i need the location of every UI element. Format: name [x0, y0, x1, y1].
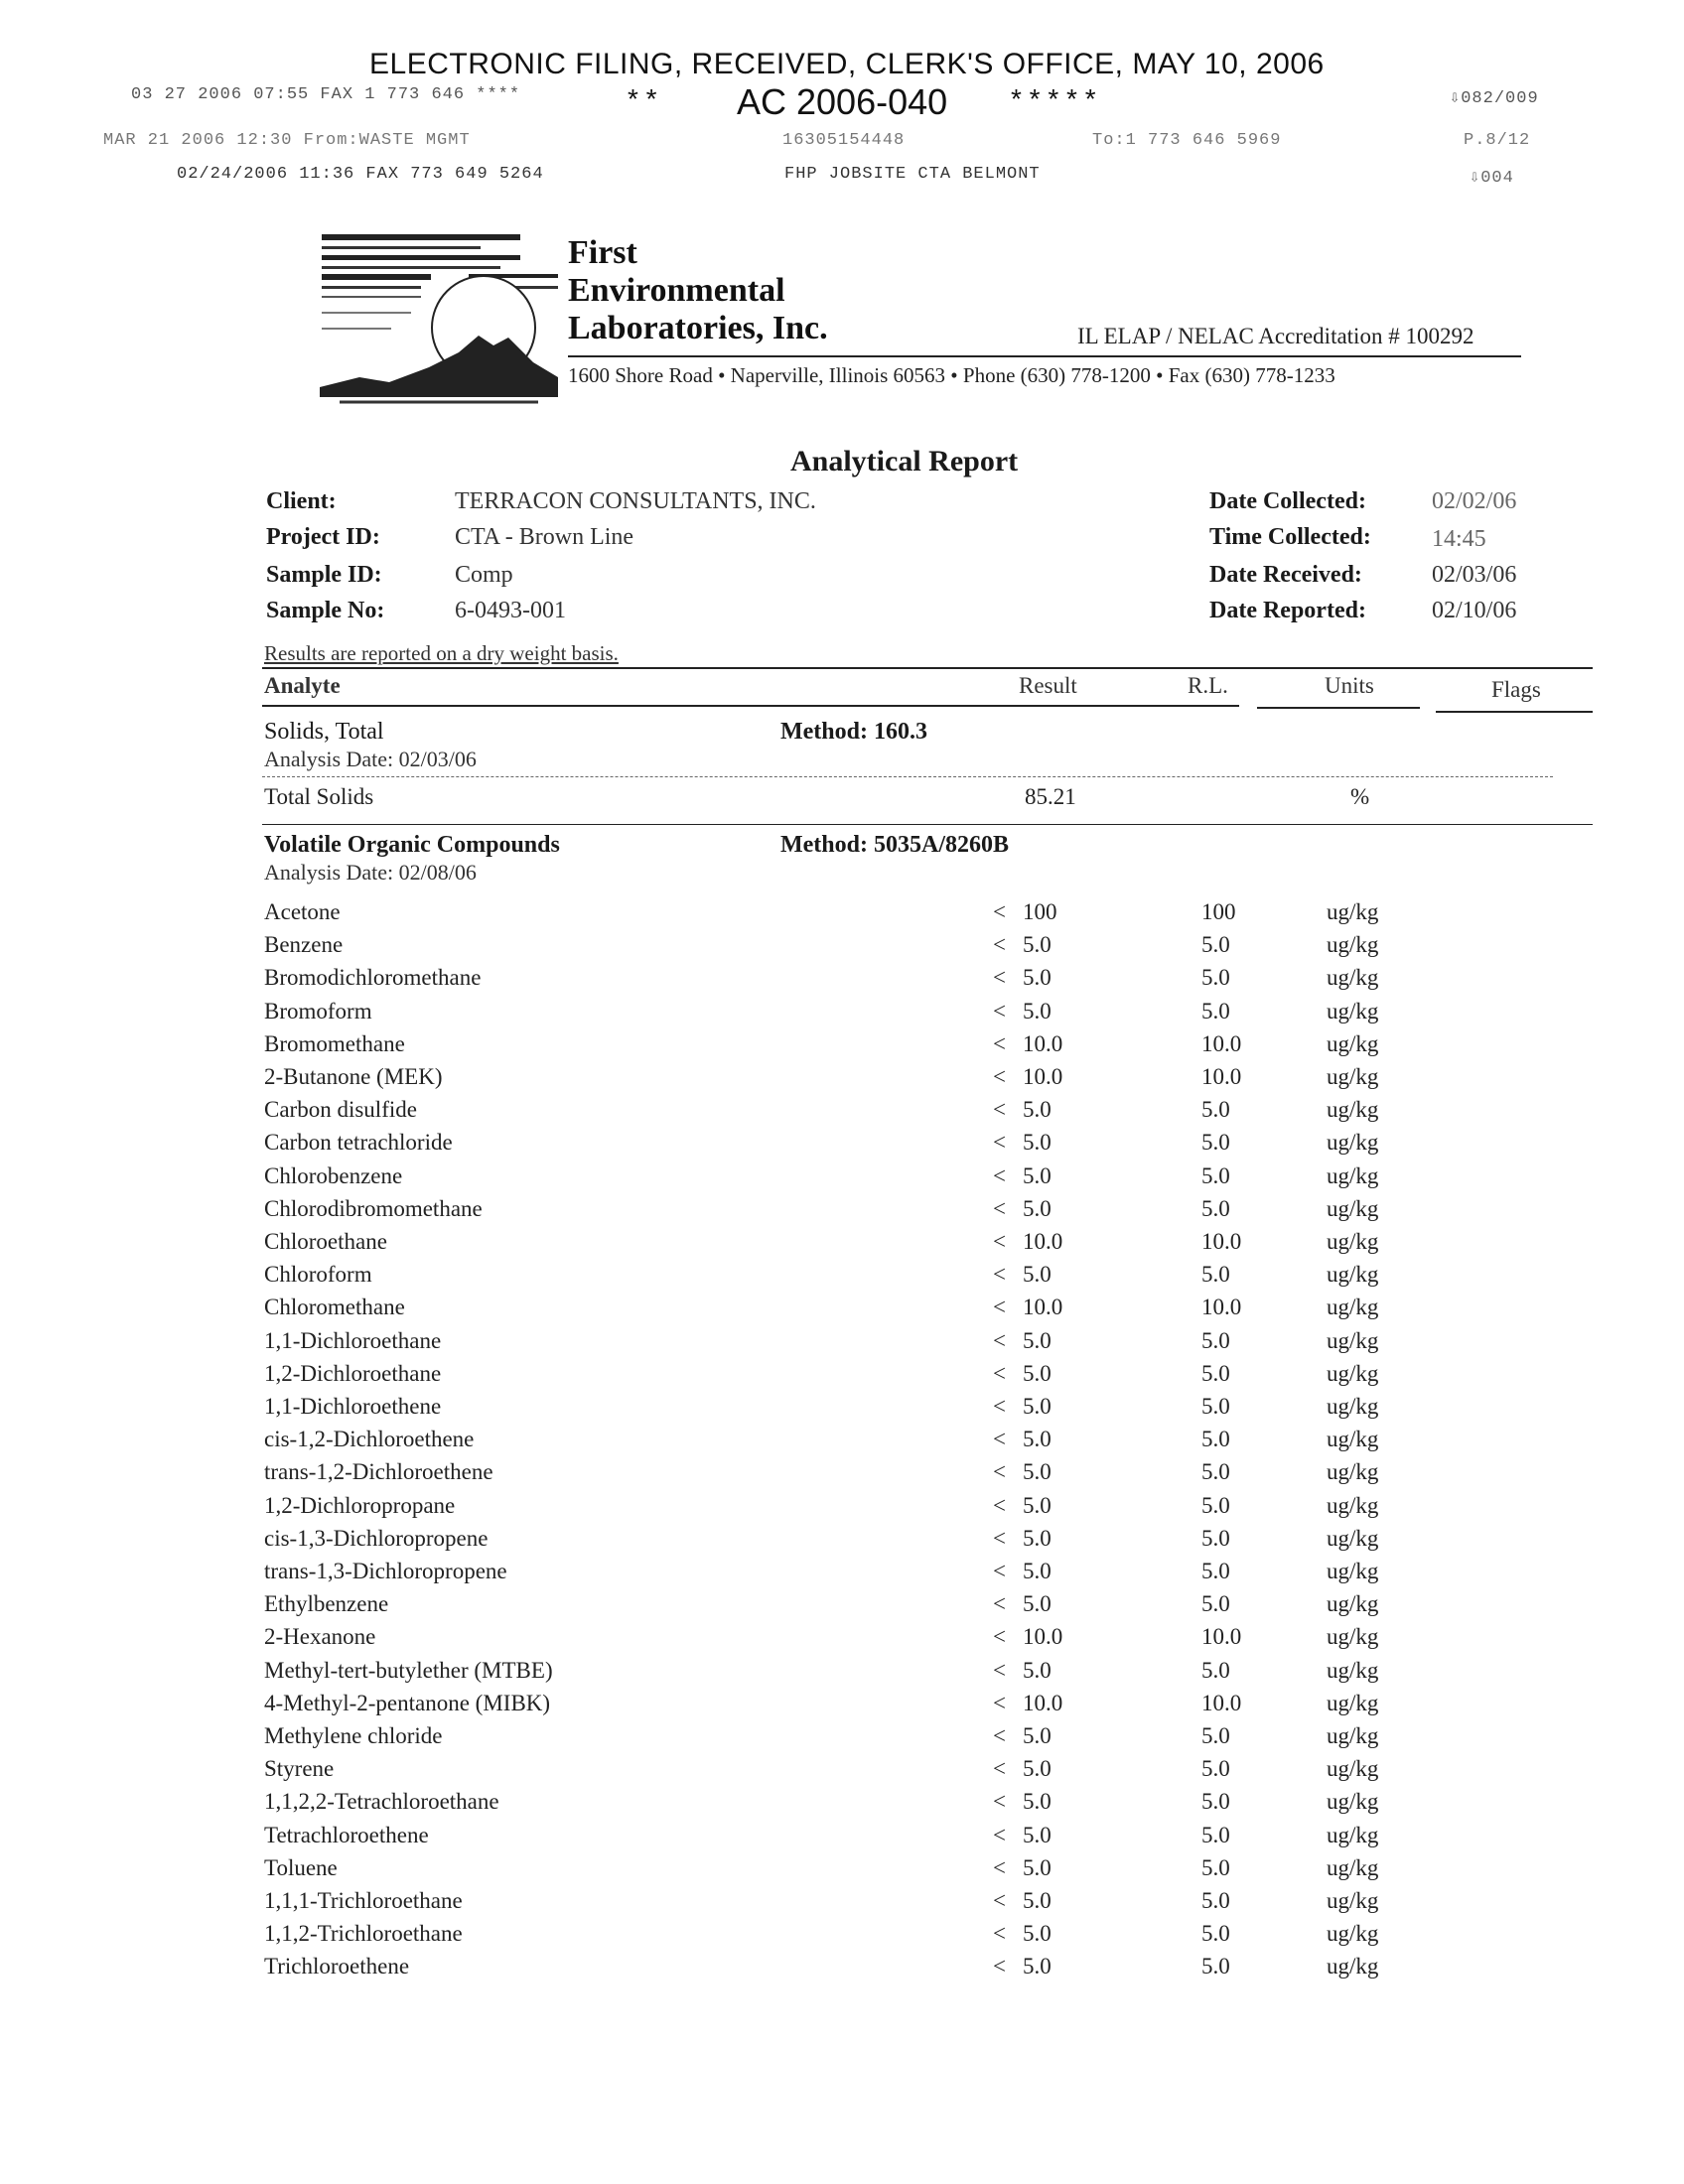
table-row: [0, 1888, 1684, 1921]
table-row: [0, 1064, 1684, 1097]
fax-line2-left: MAR 21 2006 12:30 From:WASTE MGMT: [103, 131, 471, 150]
units-value: ug/kg: [1327, 1691, 1379, 1715]
rl-value: 100: [1201, 899, 1236, 924]
rl-value: 5.0: [1201, 932, 1230, 957]
less-than-sign: <: [993, 1064, 1006, 1089]
analyte-name: 1,1-Dichloroethene: [264, 1394, 442, 1419]
result-value: 5.0: [1023, 1591, 1052, 1616]
units-value: ug/kg: [1327, 1262, 1379, 1287]
less-than-sign: <: [993, 1493, 1006, 1518]
report-title: Analytical Report: [790, 445, 1019, 478]
analyte-name: 1,1-Dichloroethane: [264, 1328, 442, 1353]
rl-value: 5.0: [1201, 1789, 1230, 1814]
result-value: 10.0: [1023, 1229, 1063, 1254]
sample-no-label: Sample No:: [266, 598, 385, 623]
header-flags: Flags: [1491, 677, 1541, 702]
table-row: [0, 1823, 1684, 1855]
analyte-name: cis-1,3-Dichloropropene: [264, 1526, 489, 1551]
less-than-sign: <: [993, 1459, 1006, 1484]
rl-value: 5.0: [1201, 999, 1230, 1024]
rl-value: 5.0: [1201, 1394, 1230, 1419]
sample-id-value: Comp: [455, 562, 513, 588]
rl-value: 5.0: [1201, 1921, 1230, 1946]
result-value: 10.0: [1023, 1691, 1063, 1715]
result-value: 5.0: [1023, 1526, 1052, 1551]
analyte-name: Carbon disulfide: [264, 1097, 417, 1122]
result-value: 5.0: [1023, 1756, 1052, 1781]
analyte-name: 1,1,1-Trichloroethane: [264, 1888, 463, 1913]
result-value: 5.0: [1023, 965, 1052, 990]
less-than-sign: <: [993, 1427, 1006, 1451]
table-row: [0, 1196, 1684, 1229]
table-row: [0, 1921, 1684, 1954]
table-row: [0, 1723, 1684, 1756]
sample-no-value: 6-0493-001: [455, 598, 566, 623]
section-solids-title: Solids, Total: [264, 719, 384, 745]
table-row: [0, 1163, 1684, 1196]
table-row: [0, 1756, 1684, 1789]
docket-number: AC 2006-040: [737, 81, 948, 122]
units-value: ug/kg: [1327, 1823, 1379, 1847]
client-label: Client:: [266, 488, 337, 514]
table-row: [0, 1031, 1684, 1064]
result-value: 5.0: [1023, 1130, 1052, 1155]
rl-value: 5.0: [1201, 1559, 1230, 1583]
analyte-name: Bromoform: [264, 999, 372, 1024]
fax-line2-mid: 16305154448: [782, 131, 906, 150]
table-row: [0, 1526, 1684, 1559]
analyte-name: Chlorodibromomethane: [264, 1196, 483, 1221]
table-row: [0, 1658, 1684, 1691]
result-value: 5.0: [1023, 1789, 1052, 1814]
units-value: ug/kg: [1327, 1097, 1379, 1122]
analyte-name: Chloroform: [264, 1262, 372, 1287]
less-than-sign: <: [993, 1723, 1006, 1748]
analyte-name: Acetone: [264, 899, 341, 924]
table-row: [0, 1262, 1684, 1295]
analyte-name: 1,2-Dichloroethane: [264, 1361, 442, 1386]
result-value: 5.0: [1023, 1954, 1052, 1979]
date-collected-label: Date Collected:: [1209, 488, 1366, 514]
analyte-name: 4-Methyl-2-pentanone (MIBK): [264, 1691, 551, 1715]
section-solids-method: Method: 160.3: [780, 719, 927, 745]
rl-value: 5.0: [1201, 1954, 1230, 1979]
time-collected-value: 14:45: [1432, 526, 1486, 552]
table-row: [0, 1130, 1684, 1162]
table-row: [0, 1328, 1684, 1361]
units-value: ug/kg: [1327, 1624, 1379, 1649]
lab-name-line1: First: [568, 234, 637, 271]
less-than-sign: <: [993, 1130, 1006, 1155]
table-row: [0, 1855, 1684, 1888]
analyte-name: Chlorobenzene: [264, 1163, 403, 1188]
units-value: ug/kg: [1327, 1295, 1379, 1319]
rl-value: 5.0: [1201, 1855, 1230, 1880]
analyte-name: 1,1,2-Trichloroethane: [264, 1921, 463, 1946]
solids-bottom-rule: [262, 824, 1593, 825]
lab-address: 1600 Shore Road • Naperville, Illinois 60563 • Phone (630) 778-1200 • Fax (630) 778-1233: [568, 363, 1335, 387]
fax-line3-mid: FHP JOBSITE CTA BELMONT: [784, 165, 1041, 184]
filing-header: ELECTRONIC FILING, RECEIVED, CLERK'S OFFICE, MAY 10, 2006: [369, 48, 1325, 80]
units-value: ug/kg: [1327, 1130, 1379, 1155]
rl-value: 5.0: [1201, 1658, 1230, 1683]
rl-value: 5.0: [1201, 1493, 1230, 1518]
analyte-name: Toluene: [264, 1855, 338, 1880]
less-than-sign: <: [993, 1888, 1006, 1913]
table-row: [0, 1459, 1684, 1492]
date-reported-label: Date Reported:: [1209, 598, 1366, 623]
table-row: [0, 1361, 1684, 1394]
result-value: 5.0: [1023, 999, 1052, 1024]
units-value: ug/kg: [1327, 999, 1379, 1024]
table-row: [0, 1493, 1684, 1526]
table-row: [0, 1591, 1684, 1624]
result-value: 5.0: [1023, 1888, 1052, 1913]
rl-value: 5.0: [1201, 1130, 1230, 1155]
result-value: 5.0: [1023, 1427, 1052, 1451]
rl-value: 5.0: [1201, 1591, 1230, 1616]
result-value: 5.0: [1023, 1559, 1052, 1583]
table-row: [0, 1624, 1684, 1657]
units-value: ug/kg: [1327, 1526, 1379, 1551]
less-than-sign: <: [993, 1624, 1006, 1649]
accreditation: IL ELAP / NELAC Accreditation # 100292: [1077, 324, 1474, 348]
lab-logo-graphic: [320, 228, 558, 412]
analyte-name: 2-Butanone (MEK): [264, 1064, 443, 1089]
units-value: ug/kg: [1327, 1493, 1379, 1518]
rl-value: 5.0: [1201, 1196, 1230, 1221]
less-than-sign: <: [993, 1328, 1006, 1353]
rl-value: 5.0: [1201, 1097, 1230, 1122]
units-value: ug/kg: [1327, 899, 1379, 924]
header-analyte: Analyte: [264, 673, 341, 698]
rl-value: 5.0: [1201, 1328, 1230, 1353]
result-value: 85.21: [1025, 784, 1076, 809]
units-value: ug/kg: [1327, 1559, 1379, 1583]
less-than-sign: <: [993, 1921, 1006, 1946]
less-than-sign: <: [993, 1295, 1006, 1319]
less-than-sign: <: [993, 1855, 1006, 1880]
lab-name-line3: Laboratories, Inc.: [568, 310, 828, 346]
less-than-sign: <: [993, 1823, 1006, 1847]
analyte-name: Bromomethane: [264, 1031, 405, 1056]
result-value: 5.0: [1023, 1361, 1052, 1386]
result-value: 5.0: [1023, 1855, 1052, 1880]
units-value: ug/kg: [1327, 1361, 1379, 1386]
analyte-name: Tetrachloroethene: [264, 1823, 429, 1847]
less-than-sign: <: [993, 899, 1006, 924]
rl-value: 10.0: [1201, 1031, 1242, 1056]
analyte-name: Ethylbenzene: [264, 1591, 389, 1616]
analyte-name: Benzene: [264, 932, 344, 957]
less-than-sign: <: [993, 1756, 1006, 1781]
time-collected-label: Time Collected:: [1209, 524, 1371, 550]
analyte-name: Chloromethane: [264, 1295, 405, 1319]
rl-value: 10.0: [1201, 1229, 1242, 1254]
table-top-rule: [262, 667, 1593, 669]
units-value: ug/kg: [1327, 1723, 1379, 1748]
basis-note: Results are reported on a dry weight basis.: [264, 641, 619, 665]
less-than-sign: <: [993, 1954, 1006, 1979]
analyte-name: cis-1,2-Dichloroethene: [264, 1427, 475, 1451]
date-received-value: 02/03/06: [1432, 562, 1517, 588]
analyte-name: Chloroethane: [264, 1229, 387, 1254]
result-value: 10.0: [1023, 1064, 1063, 1089]
result-value: 5.0: [1023, 1097, 1052, 1122]
table-row: [0, 1559, 1684, 1591]
less-than-sign: <: [993, 1262, 1006, 1287]
less-than-sign: <: [993, 1789, 1006, 1814]
analyte-name: Total Solids: [264, 784, 374, 809]
fax-line3-left: 02/24/2006 11:36 FAX 773 649 5264: [177, 165, 544, 184]
table-row: [0, 965, 1684, 998]
rl-value: 5.0: [1201, 1723, 1230, 1748]
analyte-name: Bromodichloromethane: [264, 965, 482, 990]
header-underline-flags: [1436, 711, 1593, 713]
fax-line1-right: ⇩082/009: [1450, 89, 1539, 108]
rl-value: 5.0: [1201, 1361, 1230, 1386]
units-value: ug/kg: [1327, 1459, 1379, 1484]
less-than-sign: <: [993, 1196, 1006, 1221]
result-value: 5.0: [1023, 1921, 1052, 1946]
analyte-name: trans-1,2-Dichloroethene: [264, 1459, 493, 1484]
table-row: [0, 999, 1684, 1031]
less-than-sign: <: [993, 999, 1006, 1024]
table-row: [0, 899, 1684, 932]
units-value: ug/kg: [1327, 965, 1379, 990]
result-value: 5.0: [1023, 1328, 1052, 1353]
fax-line3-right: ⇩004: [1470, 169, 1514, 188]
fax-line2-to: To:1 773 646 5969: [1092, 131, 1282, 150]
date-received-label: Date Received:: [1209, 562, 1362, 588]
rl-value: 5.0: [1201, 1823, 1230, 1847]
analyte-name: Methylene chloride: [264, 1723, 443, 1748]
section-solids-analysis-date: Analysis Date: 02/03/06: [264, 747, 477, 771]
rl-value: 10.0: [1201, 1691, 1242, 1715]
analyte-name: trans-1,3-Dichloropropene: [264, 1559, 507, 1583]
lab-logo: [320, 228, 558, 412]
units-value: ug/kg: [1327, 1591, 1379, 1616]
units-value: ug/kg: [1327, 1756, 1379, 1781]
section-voc-title: Volatile Organic Compounds: [264, 832, 560, 858]
units-value: ug/kg: [1327, 1394, 1379, 1419]
units-value: ug/kg: [1327, 1954, 1379, 1979]
analyte-name: Methyl-tert-butylether (MTBE): [264, 1658, 553, 1683]
units-value: ug/kg: [1327, 1658, 1379, 1683]
table-row: [0, 1954, 1684, 1986]
result-value: 5.0: [1023, 1493, 1052, 1518]
analyte-name: 1,1,2,2-Tetrachloroethane: [264, 1789, 499, 1814]
rl-value: 5.0: [1201, 1262, 1230, 1287]
units-value: ug/kg: [1327, 1427, 1379, 1451]
result-value: 10.0: [1023, 1031, 1063, 1056]
units-value: ug/kg: [1327, 1789, 1379, 1814]
rl-value: 5.0: [1201, 1163, 1230, 1188]
table-row: [0, 1097, 1684, 1130]
sample-id-label: Sample ID:: [266, 562, 382, 588]
units-value: ug/kg: [1327, 1031, 1379, 1056]
less-than-sign: <: [993, 1658, 1006, 1683]
table-row: [0, 784, 1684, 817]
rl-value: 5.0: [1201, 965, 1230, 990]
less-than-sign: <: [993, 1031, 1006, 1056]
rl-value: 5.0: [1201, 1756, 1230, 1781]
fax-line1-left: 03 27 2006 07:55 FAX 1 773 646 ****: [131, 85, 521, 104]
date-collected-value: 02/02/06: [1432, 488, 1517, 514]
fax-line1-stars-right: * * * * *: [1011, 83, 1096, 114]
result-value: 5.0: [1023, 1459, 1052, 1484]
rl-value: 5.0: [1201, 1526, 1230, 1551]
units-value: ug/kg: [1327, 932, 1379, 957]
units-value: ug/kg: [1327, 1163, 1379, 1188]
header-underline-main: [262, 705, 1239, 707]
header-units: Units: [1325, 673, 1374, 698]
less-than-sign: <: [993, 965, 1006, 990]
rl-value: 5.0: [1201, 1427, 1230, 1451]
units-value: ug/kg: [1327, 1064, 1379, 1089]
result-value: 5.0: [1023, 1262, 1052, 1287]
table-row: [0, 932, 1684, 965]
less-than-sign: <: [993, 932, 1006, 957]
table-row: [0, 1789, 1684, 1822]
result-value: 100: [1023, 899, 1057, 924]
less-than-sign: <: [993, 1229, 1006, 1254]
less-than-sign: <: [993, 1591, 1006, 1616]
project-id-label: Project ID:: [266, 524, 380, 550]
units-value: %: [1350, 784, 1370, 809]
less-than-sign: <: [993, 1559, 1006, 1583]
fax-line2-right: P.8/12: [1464, 131, 1531, 150]
result-value: 5.0: [1023, 1196, 1052, 1221]
less-than-sign: <: [993, 1691, 1006, 1715]
fax-line1-stars-left: * *: [628, 83, 657, 114]
result-value: 5.0: [1023, 1658, 1052, 1683]
units-value: ug/kg: [1327, 1196, 1379, 1221]
table-row: [0, 1295, 1684, 1327]
analyte-name: 2-Hexanone: [264, 1624, 376, 1649]
units-value: ug/kg: [1327, 1328, 1379, 1353]
less-than-sign: <: [993, 1526, 1006, 1551]
project-id-value: CTA - Brown Line: [455, 524, 634, 550]
section-voc-method: Method: 5035A/8260B: [780, 832, 1009, 858]
table-row: [0, 1394, 1684, 1427]
letterhead-rule: [568, 355, 1521, 357]
header-underline-units: [1257, 707, 1420, 709]
units-value: ug/kg: [1327, 1921, 1379, 1946]
analyte-name: Styrene: [264, 1756, 335, 1781]
result-value: 5.0: [1023, 1163, 1052, 1188]
less-than-sign: <: [993, 1097, 1006, 1122]
rl-value: 5.0: [1201, 1459, 1230, 1484]
header-result: Result: [1019, 673, 1077, 698]
table-row: [0, 1229, 1684, 1262]
header-rl: R.L.: [1188, 673, 1228, 698]
units-value: ug/kg: [1327, 1855, 1379, 1880]
units-value: ug/kg: [1327, 1229, 1379, 1254]
rl-value: 10.0: [1201, 1064, 1242, 1089]
analyte-name: Carbon tetrachloride: [264, 1130, 453, 1155]
units-value: ug/kg: [1327, 1888, 1379, 1913]
result-value: 5.0: [1023, 932, 1052, 957]
result-value: 5.0: [1023, 1723, 1052, 1748]
result-value: 5.0: [1023, 1394, 1052, 1419]
result-value: 5.0: [1023, 1823, 1052, 1847]
rl-value: 5.0: [1201, 1888, 1230, 1913]
section-voc-analysis-date: Analysis Date: 02/08/06: [264, 860, 477, 885]
less-than-sign: <: [993, 1163, 1006, 1188]
lab-name-line2: Environmental: [568, 272, 785, 309]
analyte-name: Trichloroethene: [264, 1954, 410, 1979]
less-than-sign: <: [993, 1361, 1006, 1386]
result-value: 10.0: [1023, 1295, 1063, 1319]
rl-value: 10.0: [1201, 1624, 1242, 1649]
rl-value: 10.0: [1201, 1295, 1242, 1319]
table-row: [0, 1427, 1684, 1459]
analyte-name: 1,2-Dichloropropane: [264, 1493, 456, 1518]
client-value: TERRACON CONSULTANTS, INC.: [455, 488, 816, 514]
solids-divider: [262, 776, 1553, 777]
date-reported-value: 02/10/06: [1432, 598, 1517, 623]
result-value: 10.0: [1023, 1624, 1063, 1649]
table-row: [0, 1691, 1684, 1723]
less-than-sign: <: [993, 1394, 1006, 1419]
